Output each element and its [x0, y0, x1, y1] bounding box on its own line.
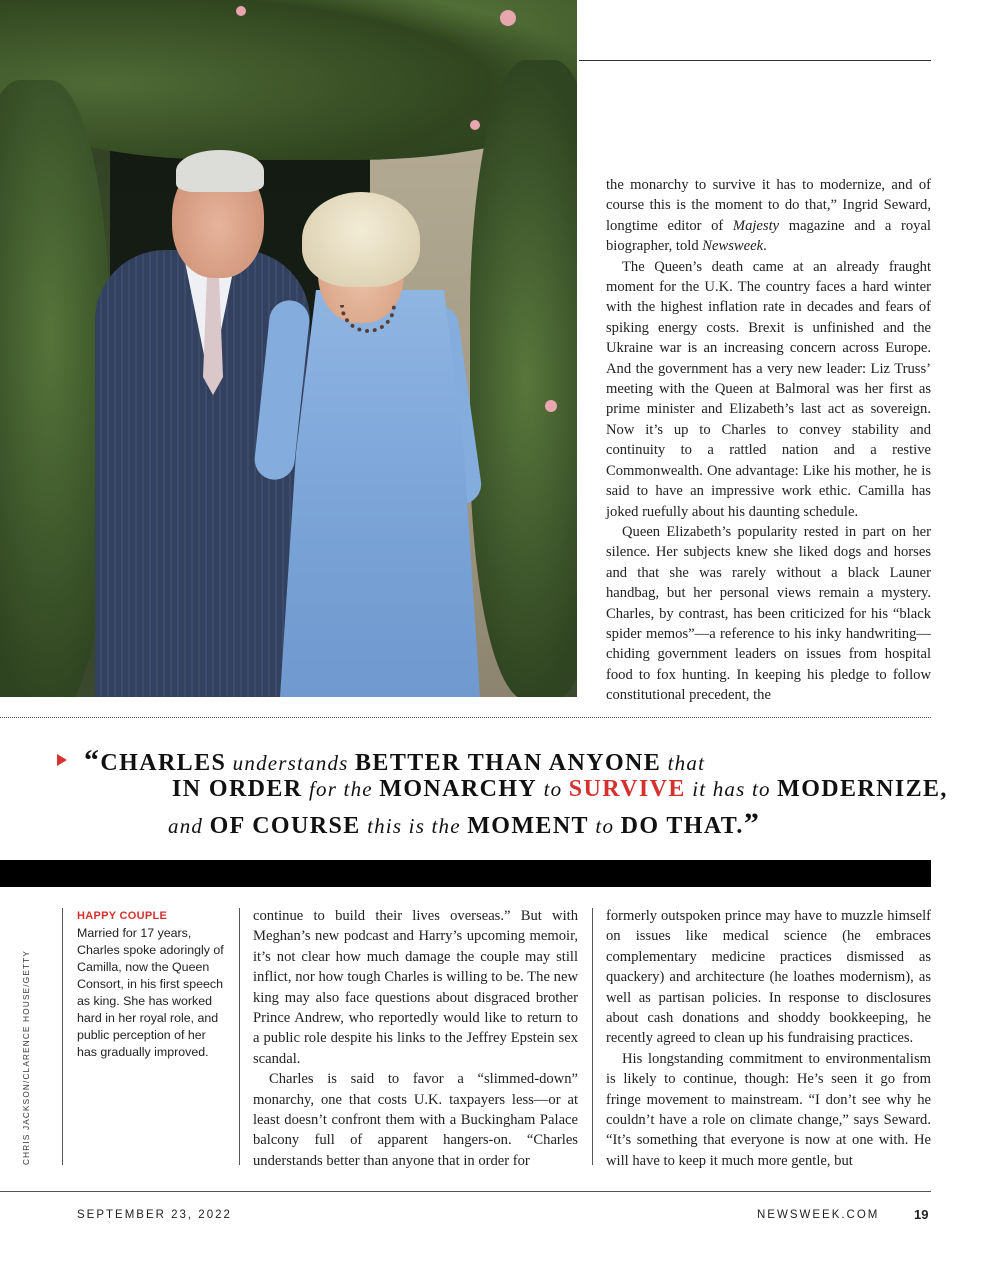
- dotted-divider: [0, 717, 931, 718]
- pull-quote-arrow-icon: [57, 754, 67, 766]
- photo-credit: CHRIS JACKSON/CLARENCE HOUSE/GETTY: [22, 949, 31, 1165]
- column-rule-left: [239, 908, 240, 1165]
- issue-date: SEPTEMBER 23, 2022: [77, 1209, 232, 1221]
- page-number: 19: [914, 1207, 929, 1222]
- photo-caption: [77, 908, 227, 1061]
- caption-headline: HAPPY COUPLE: [77, 910, 168, 922]
- caption-rule: [62, 908, 63, 1165]
- paragraph: the monarchy to survive it has to modernize, and of course this is the moment to do that,” Ingrid Seward, longtime editor of Majesty magazine and a royal biographer, told Newsweek.: [606, 177, 931, 255]
- footer-rule: [0, 1191, 931, 1192]
- caption-text: Married for 17 years, Charles spoke adoringly of Camilla, now the Queen Consort, in his first speech as king. She has worked hard in her royal role, and public perception of her has gradually improved.: [77, 926, 224, 1059]
- top-right-column: [606, 175, 931, 706]
- column-rule-right: [592, 908, 593, 1165]
- pull-quote-line-2: IN ORDER for the MONARCHY to SURVIVE it has to MODERNIZE,: [172, 776, 948, 802]
- royal-couple-photo: [0, 0, 577, 697]
- paragraph: Charles is said to favor a “slimmed-down” monarchy, one that costs U.K. taxpayers less—or at least doesn’t confront them with a Buckingham Palace balcony full of apparent hangers-on. “Charles understands better than anyone that in order for: [253, 1071, 578, 1169]
- paragraph: continue to build their lives overseas.” But with Meghan’s new podcast and Harry’s upcoming memoir, it’s not clear how much damage the couple may still inflict, nor how tough Charles is willing to be. The new king may also face questions about disgraced brother Prince Andrew, who reportedly would like to return to a public role despite his links to the Jeffrey Epstein sex scandal.: [253, 908, 578, 1067]
- black-bar: [0, 860, 931, 887]
- paragraph: His longstanding commitment to environmentalism is likely to continue, though: He’s seen it go from fringe movement to mainstream. “I don’t see why he couldn’t have a role on climate change,” says Seward. “It’s something that everyone is now at one with. He will have to keep it much more gentle, but: [606, 1050, 931, 1169]
- top-rule: [579, 60, 931, 61]
- paragraph: Queen Elizabeth’s popularity rested in part on her silence. Her subjects knew she liked dogs and horses and that she was rarely without a black Launer handbag, but her personal views remain a mystery. Charles, by contrast, has been criticized for his “black spider memos”—a reference to his inky handwriting—chiding government leaders on issues from hospital food to fox hunting. In keeping his pledge to follow constitutional precedent, the: [606, 523, 931, 704]
- pull-quote-line-3: and OF COURSE this is the MOMENT to DO THAT.”: [168, 807, 761, 840]
- paragraph: The Queen’s death came at an already fraught moment for the U.K. The country faces a hard winter with the highest inflation rate in decades and fears of spiking energy costs. Brexit is unfinished and the Ukraine war is an increasing concern across Europe. And the government has a very new leader: Liz Truss’ meeting with the Queen at Balmoral was her first as prime minister and Elizabeth’s last act as sovereign. Now it’s up to Charles to convey stability and continuity to a rattled nation and a restive Commonwealth. One advantage: Like his mother, he is said to have an impressive work ethic. Camilla has joked ruefully about his daunting schedule.: [606, 258, 931, 520]
- middle-column: [253, 906, 578, 1171]
- right-column: [606, 906, 931, 1171]
- paragraph: formerly outspoken prince may have to muzzle himself on issues like medical science (he embraces complementary medicine practices dismissed as quackery) and architecture (he loathes modernism), as well as partisan policies. In response to disclosures about cash donations and shoddy bookkeeping, he recently agreed to clean up his fundraising practices.: [606, 908, 931, 1047]
- website-link[interactable]: NEWSWEEK.COM: [757, 1209, 880, 1221]
- pull-quote-line-1: “CHARLES understands BETTER THAN ANYONE that: [84, 744, 706, 777]
